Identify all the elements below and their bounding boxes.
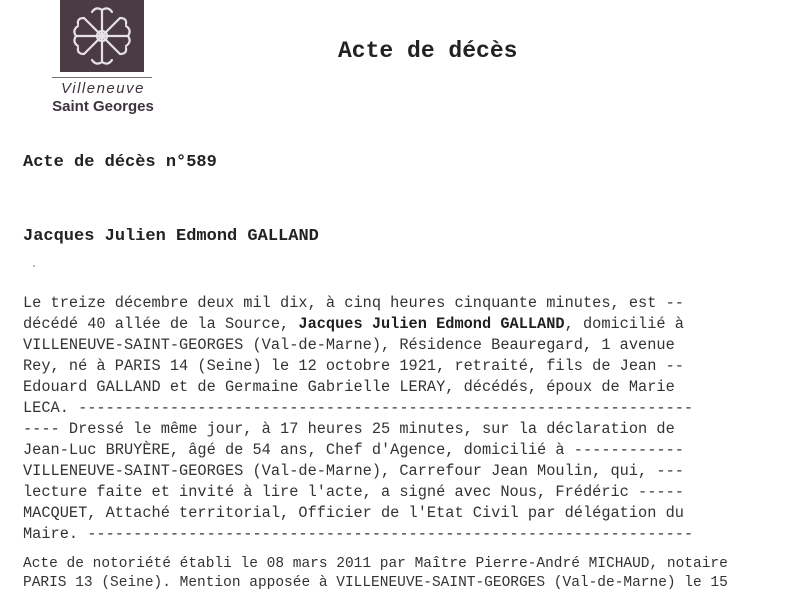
document-title: Acte de décès (338, 38, 518, 64)
logo-text-saint-georges: Saint Georges (52, 98, 154, 115)
body-line (23, 314, 783, 335)
scan-speck (33, 265, 35, 267)
act-number-heading: Acte de décès n°589 (23, 153, 217, 172)
body-line: VILLENEUVE-SAINT-GEORGES (Val-de-Marne), Carrefour Jean Moulin, qui, --- (23, 462, 684, 480)
municipality-logo (50, 0, 156, 118)
body-line: LECA. ------------------------------------------------------------------- (23, 399, 694, 417)
deceased-name-inline: Jacques Julien Edmond GALLAND (298, 315, 565, 333)
body-line: Jean-Luc BRUYÈRE, âgé de 54 ans, Chef d'Agence, domicilié à ------------ (23, 441, 684, 459)
body-text: , domicilié à (564, 315, 684, 333)
body-line: Le treize décembre deux mil dix, à cinq heures cinquante minutes, est -- (23, 294, 684, 312)
body-line: MACQUET, Attaché territorial, Officier de l'Etat Civil par délégation du (23, 504, 684, 522)
note-line: Acte de notoriété établi le 08 mars 2011 par Maître Pierre-André MICHAUD, notaire (23, 556, 728, 572)
body-line: VILLENEUVE-SAINT-GEORGES (Val-de-Marne), Résidence Beauregard, 1 avenue (23, 336, 675, 354)
body-line: Maire. ------------------------------------------------------------------ (23, 525, 694, 543)
body-line: ---- Dressé le même jour, à 17 heures 25 minutes, sur la déclaration de (23, 420, 675, 438)
notoriety-note (23, 555, 783, 593)
note-line: PARIS 13 (Seine). Mention apposée à VILLENEUVE-SAINT-GEORGES (Val-de-Marne) le 15 (23, 575, 728, 591)
body-line: Rey, né à PARIS 14 (Seine) le 12 octobre 1921, retraité, fils de Jean -- (23, 357, 684, 375)
body-line: Edouard GALLAND et de Germaine Gabrielle LERAY, décédés, époux de Marie (23, 378, 675, 396)
logo-emblem-icon (60, 0, 144, 72)
logo-text-villeneuve: Villeneuve (61, 80, 145, 97)
body-text: décédé 40 allée de la Source, (23, 315, 299, 333)
body-line: lecture faite et invité à lire l'acte, a signé avec Nous, Frédéric ----- (23, 483, 684, 501)
deceased-name-heading: Jacques Julien Edmond GALLAND (23, 227, 319, 246)
act-body-paragraph (23, 293, 783, 545)
logo-divider (52, 77, 152, 78)
